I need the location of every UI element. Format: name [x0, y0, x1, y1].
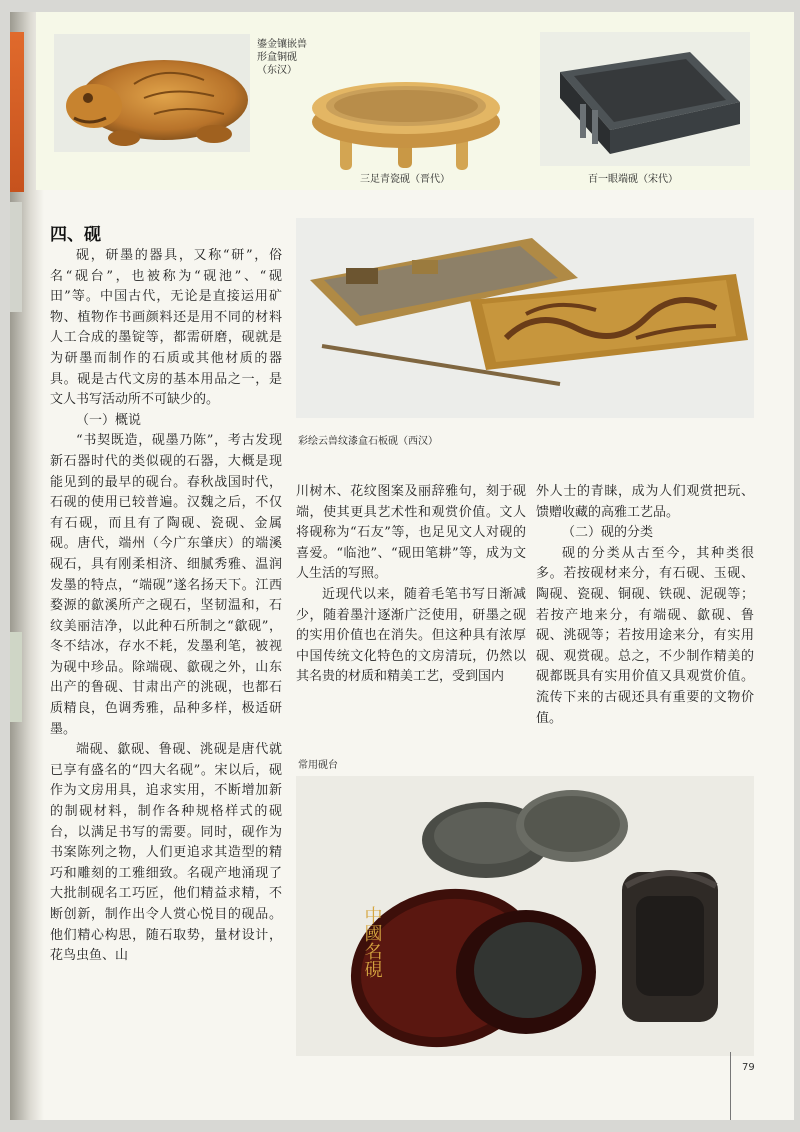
caption-celadon: 三足青瓷砚（晋代） — [360, 174, 450, 185]
photo-duan-inkstone — [540, 32, 750, 166]
caption-duan: 百一眼端砚（宋代） — [588, 174, 678, 185]
subsection-title-classification: （二）砚的分类 — [562, 525, 654, 541]
common-inkstones-image — [296, 776, 754, 1056]
right-column — [536, 482, 754, 729]
caption-line: 形盒铜砚 — [257, 52, 297, 63]
page-rule — [730, 1052, 731, 1120]
lacquer-box-image — [296, 218, 754, 418]
book-page — [10, 12, 794, 1120]
right-paragraph-continued: 外人士的青睐，成为人们观赏把玩、馈赠收藏的高雅工艺品。 — [536, 484, 754, 520]
caption-line: 鎏金镶嵌兽 — [257, 39, 307, 50]
celadon-image — [306, 64, 510, 174]
caption-common-inkstones: 常用砚台 — [298, 760, 338, 771]
photo-common-inkstones — [296, 776, 754, 1056]
caption-line: （东汉） — [257, 65, 297, 76]
left-column — [50, 246, 282, 967]
chapter-side-tab — [10, 32, 24, 192]
overview-paragraph-1: “书契既造，砚墨乃陈”，考古发现新石器时代的类似砚的石器，大概是现能见到的最早的砚台。春秋战国时代，石砚的使用已较普遍。汉魏之后，不仅有石砚，而且有了陶砚、瓷砚、金属砚。唐代，端州（今广东肇庆）的端溪砚石，具有刚柔相济、细腻秀雅、温润发墨的特点，“端砚”遂名扬天下。江西婺源的歙溪所产之砚石，坚韧温和，石纹美丽洁净，以此种石所制之“歙砚”，冬不结冰，存水不耗，发墨利笔，被视为砚中珍品。除端砚、歙砚之外，山东出产的鲁砚、甘肃出产的洮砚，也都石质精良，色调秀雅，品种多样，极适研墨。 — [50, 433, 282, 737]
side-strip — [10, 632, 22, 722]
page-number: 79 — [742, 1062, 755, 1073]
photo-celadon-inkstone — [306, 64, 510, 174]
photo-bronze-toad-inkstone — [54, 34, 250, 152]
photo-lacquer-box-inkstone — [296, 218, 754, 418]
intro-paragraph: 砚，研墨的器具，又称“研”，俗名“砚台”，也被称为“砚池”、“砚田”等。中国古代，无论是直接运用矿物、植物作书画颜料还是用不同的材料人工合成的墨锭等，都需研磨，砚就是为研墨而制作的石质或其他材质的器具。砚是古代文房的基本用品之一，是文人书写活动所不可缺少的。 — [50, 248, 282, 408]
subsection-title-overview: （一）概说 — [76, 412, 142, 428]
side-strip — [10, 202, 22, 312]
duan-stone-image — [540, 32, 750, 166]
section-title: 四、砚 — [50, 225, 101, 245]
middle-paragraph-continued: 川树木、花纹图案及丽辞雅句，刻于砚端，使其更具艺术性和观赏价值。文人将砚称为“石友”等，也足见文人对砚的喜爱。“临池”、“砚田笔耕”等，成为文人生活的写照。 — [296, 484, 526, 582]
classification-paragraph: 砚的分类从古至今，其种类很多。若按砚材来分，有石砚、玉砚、陶砚、瓷砚、铜砚、铁砚、泥砚等；若按产地来分，有端砚、歙砚、鲁砚、洮砚等；若按用途来分，有实用砚、观赏砚。总之，不少制作精美的砚都既具有实用价值又具观赏价值。流传下来的古砚还具有重要的文物价值。 — [536, 545, 754, 726]
modern-paragraph: 近现代以来，随着毛笔书写日渐减少，随着墨汁逐渐广泛使用，研墨之砚的实用价值也在消失。但这种具有浓厚中国传统文化特色的文房清玩，仍然以其名贵的材质和精美工艺，受到国内 — [296, 586, 526, 685]
caption-bronze-toad — [257, 38, 307, 77]
caption-lacquer-box: 彩绘云兽纹漆盒石板砚（西汉） — [298, 436, 438, 447]
bronze-toad-image — [54, 34, 250, 152]
middle-column — [296, 482, 526, 688]
inkstone-box-label: 中國名硯 — [361, 906, 383, 978]
overview-paragraph-2: 端砚、歙砚、鲁砚、洮砚是唐代就已享有盛名的“四大名砚”。宋以后，砚作为文房用具，追求实用，不断增加新的制砚材料，制作各种规格样式的砚台，以满足书写的需要。同时，砚作为书案陈列之物，人们更追求其造型的精巧和雕刻的工雅细致。名砚产地涌现了大批制砚名工巧匠，他们精益求精，不断创新，制作出令人赏心悦目的砚品。他们精心构思，随石取势，量材设计，花鸟虫鱼、山 — [50, 742, 282, 964]
